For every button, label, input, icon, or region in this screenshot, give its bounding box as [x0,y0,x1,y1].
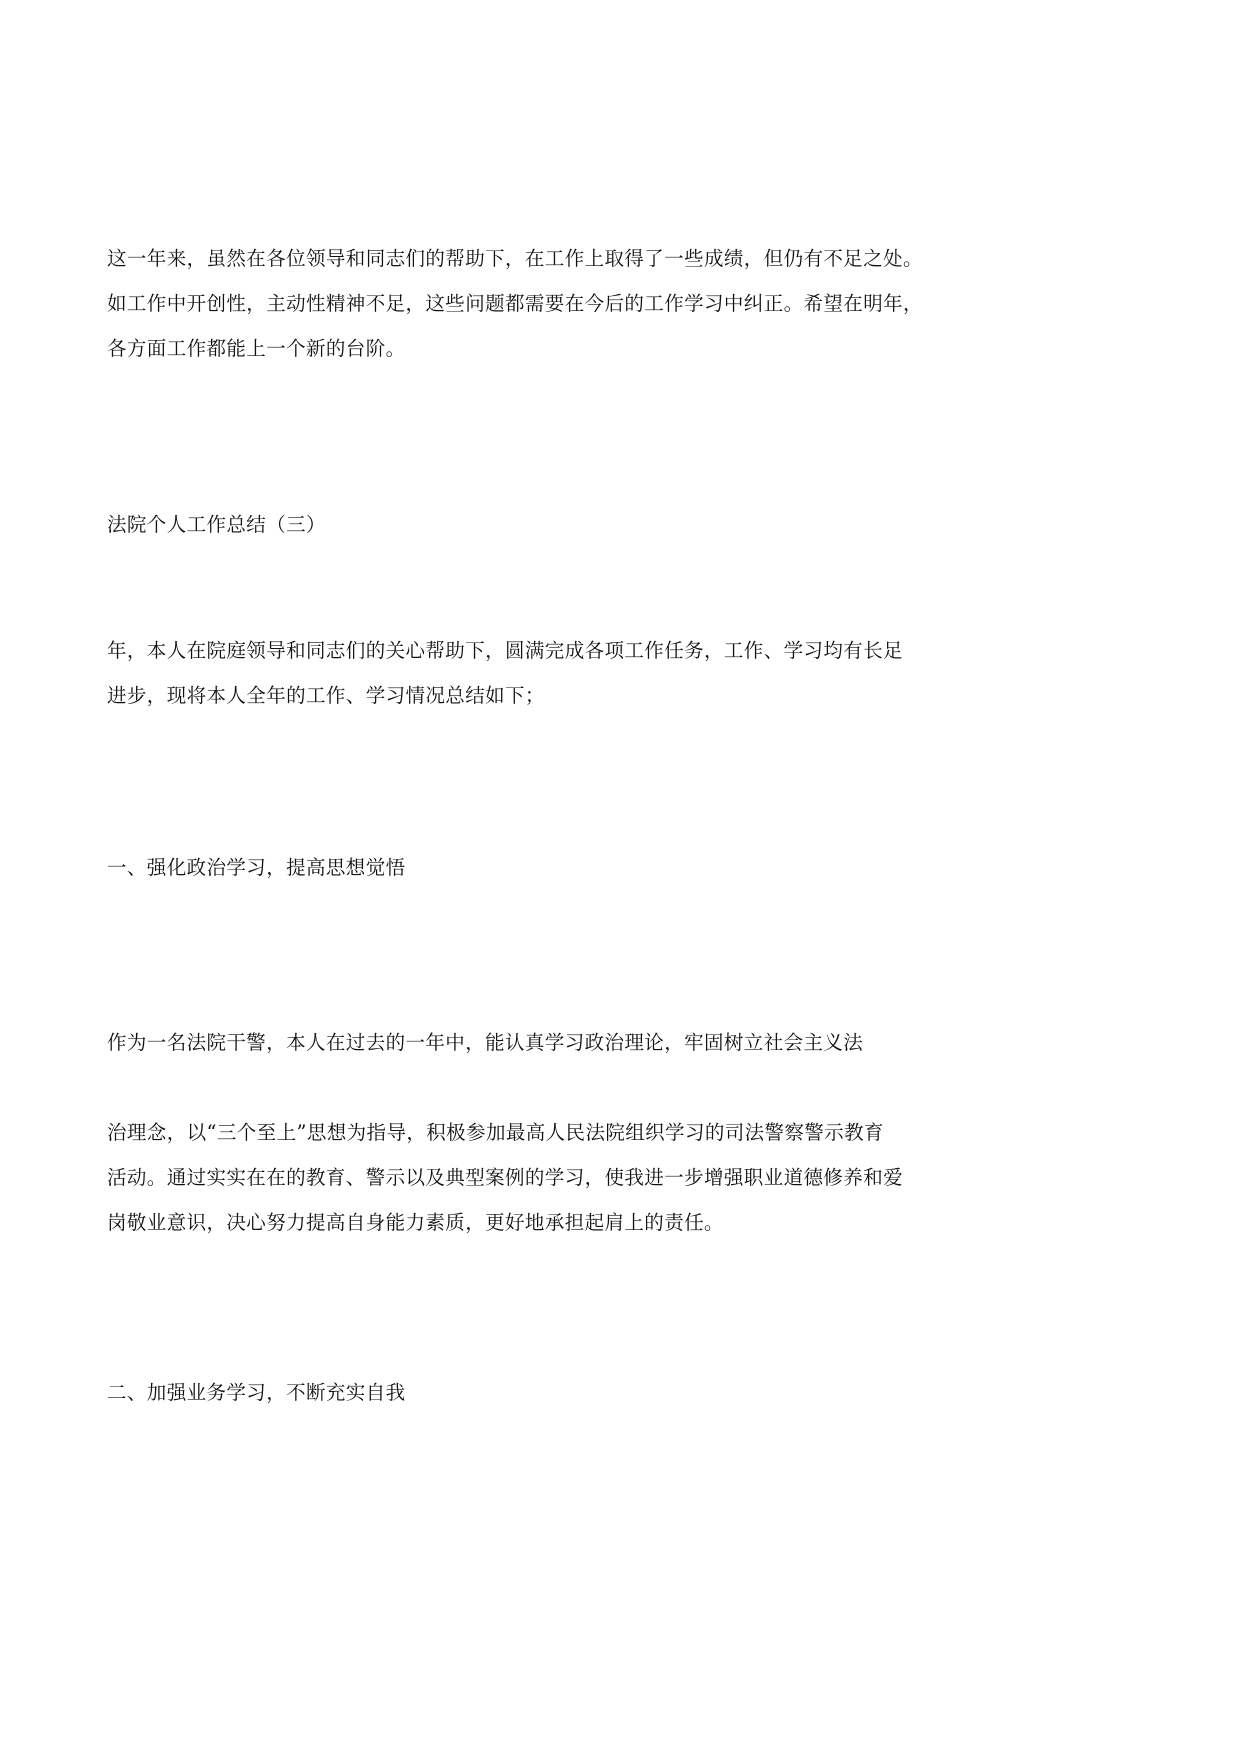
heading-text: 二、加强业务学习，不断充实自我 [107,1381,406,1404]
text-line: 这一年来，虽然在各位领导和同志们的帮助下，在工作上取得了一些成绩，但仍有不足之处。 [107,247,923,270]
paragraph-year-review [107,236,1007,371]
text-line: 年，本人在院庭领导和同志们的关心帮助下，圆满完成各项工作任务，工作、学习均有长足 [107,639,904,662]
text-line: 岗敬业意识，决心努力提高自身能力素质，更好地承担起肩上的责任。 [107,1211,724,1234]
paragraph-political-study-intro [107,1020,1007,1065]
text-line: 作为一名法院干警，本人在过去的一年中，能认真学习政治理论，牢固树立社会主义法 [107,1031,864,1054]
heading-text: 一、强化政治学习，提高思想觉悟 [107,856,406,879]
text-line: 如工作中开创性，主动性精神不足，这些问题都需要在今后的工作学习中纠正。希望在明年， [107,292,923,315]
text-line: 进步，现将本人全年的工作、学习情况总结如下； [107,684,545,707]
text-line: 活动。通过实实在在的教育、警示以及典型案例的学习，使我进一步增强职业道德修养和爱 [107,1166,904,1189]
section-heading-business-study [107,1370,1007,1415]
section-heading-political-study [107,845,1007,890]
document-title [107,502,1007,547]
text-line: 各方面工作都能上一个新的台阶。 [107,337,406,360]
paragraph-political-study-body [107,1110,1007,1245]
text-line: 治理念，以“三个至上”思想为指导，积极参加最高人民法院组织学习的司法警察警示教育 [107,1121,884,1144]
paragraph-opening [107,628,1007,718]
title-text: 法院个人工作总结（三） [107,513,326,536]
